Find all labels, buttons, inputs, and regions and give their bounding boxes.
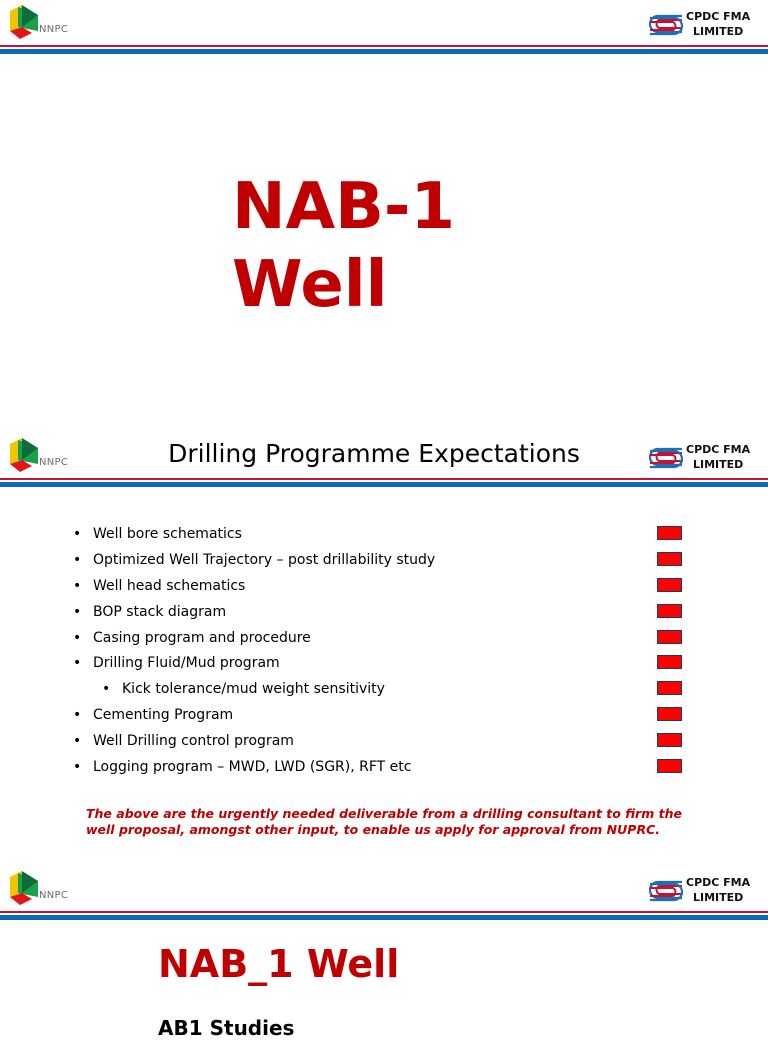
list-item — [72, 758, 692, 784]
nnpc-logo-icon — [10, 5, 40, 41]
list-item — [72, 551, 692, 577]
slide-header — [0, 866, 768, 922]
status-marker — [657, 707, 682, 721]
list-item-text: Logging program – MWD, LWD (SGR), RFT etc — [93, 759, 412, 776]
deliverables-list — [72, 525, 692, 784]
slide-nab1-well — [0, 866, 768, 1040]
header-rule-blue — [0, 49, 768, 54]
nnpc-logo-text: NNPC — [39, 24, 69, 35]
status-marker — [657, 655, 682, 669]
slide-heading: Drilling Programme Expectations — [168, 439, 580, 468]
slide-title-text — [232, 168, 455, 324]
list-item — [72, 525, 692, 551]
status-marker — [657, 733, 682, 747]
list-item-text: Optimized Well Trajectory – post drillability study — [93, 551, 436, 568]
cpdc-logo-line1: CPDC FMA — [686, 10, 751, 23]
status-marker — [657, 630, 682, 644]
cpdc-logo-line1: CPDC FMA — [686, 443, 751, 456]
list-item-text: Kick tolerance/mud weight sensitivity — [122, 681, 385, 698]
slide-title — [0, 0, 768, 433]
title-line-2: Well — [232, 248, 388, 322]
bullet-icon: • — [73, 733, 82, 750]
cpdc-logo — [648, 9, 760, 43]
list-item-text: Well head schematics — [93, 577, 246, 594]
header-rule-red — [0, 478, 768, 480]
list-item — [72, 732, 692, 758]
bullet-icon: • — [73, 577, 82, 594]
slide-header — [0, 0, 768, 56]
status-marker — [657, 526, 682, 540]
list-item-text: BOP stack diagram — [93, 603, 227, 620]
nnpc-logo-icon — [10, 871, 40, 907]
cpdc-logo-line2: LIMITED — [693, 25, 744, 38]
list-item-text: Well Drilling control program — [93, 733, 294, 750]
nnpc-logo-text: NNPC — [39, 890, 69, 901]
slide-title-text: NAB_1 Well — [158, 942, 400, 986]
list-item — [72, 629, 692, 655]
list-item — [72, 706, 692, 732]
cpdc-logo-line1: CPDC FMA — [686, 876, 751, 889]
bullet-icon: • — [73, 655, 82, 672]
bullet-icon: • — [73, 707, 82, 724]
cpdc-logo — [648, 442, 760, 476]
header-rule-red — [0, 911, 768, 913]
status-marker — [657, 578, 682, 592]
bullet-icon: • — [102, 681, 111, 698]
list-item — [72, 603, 692, 629]
list-item-text: Cementing Program — [93, 707, 234, 724]
list-item-text: Casing program and procedure — [93, 629, 311, 646]
slide-header — [0, 433, 768, 489]
bullet-icon: • — [73, 629, 82, 646]
status-marker — [657, 681, 682, 695]
deliverables-note: The above are the urgently needed deliverable from a drilling consultant to firm the well proposal, amongst other input, to enable us apply for approval from NUPRC. — [86, 806, 682, 837]
cpdc-logo-line2: LIMITED — [693, 458, 744, 471]
cpdc-logo-line2: LIMITED — [693, 891, 744, 904]
header-rule-blue — [0, 915, 768, 920]
bullet-icon: • — [73, 551, 82, 568]
bullet-icon: • — [73, 603, 82, 620]
bullet-icon: • — [73, 526, 82, 542]
list-item — [72, 654, 692, 680]
nnpc-logo-text: NNPC — [39, 457, 69, 468]
status-marker — [657, 759, 682, 773]
slide-drilling-expectations — [0, 433, 768, 866]
header-rule-blue — [0, 482, 768, 487]
slide-subtitle: AB1 Studies — [158, 1016, 295, 1040]
nnpc-logo — [10, 5, 80, 41]
status-marker — [657, 604, 682, 618]
title-line-1: NAB-1 — [232, 170, 455, 244]
cpdc-logo — [648, 875, 760, 909]
cpdc-logo-icon — [648, 446, 684, 470]
status-marker — [657, 552, 682, 566]
bullet-icon: • — [73, 759, 82, 776]
cpdc-logo-icon — [648, 879, 684, 903]
header-rule-red — [0, 45, 768, 47]
list-item — [72, 680, 692, 706]
cpdc-logo-icon — [648, 13, 684, 37]
nnpc-logo — [10, 871, 80, 907]
list-item — [72, 577, 692, 603]
list-item-text: Drilling Fluid/Mud program — [93, 655, 280, 672]
list-item-text: Well bore schematics — [93, 526, 242, 542]
